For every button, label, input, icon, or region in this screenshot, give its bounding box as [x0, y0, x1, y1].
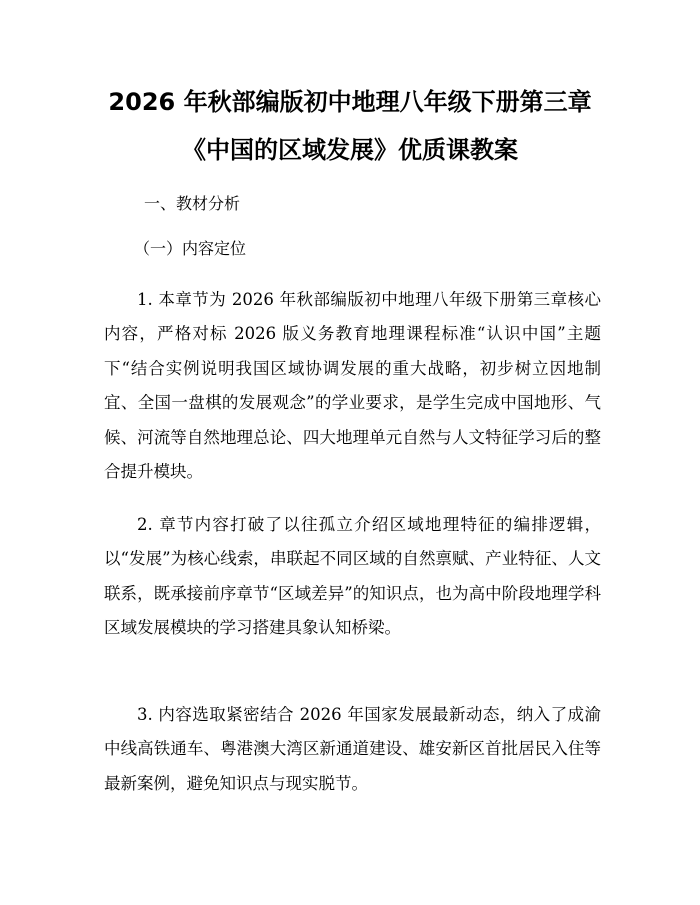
- subsection-heading: （一）内容定位: [134, 239, 247, 258]
- document-title-line-1: 2026 年秋部编版初中地理八年级下册第三章: [108, 88, 592, 116]
- document-title-line-2: 《中国的区域发展》优质课教案: [182, 136, 518, 164]
- paragraph-1: 1. 本章节为 2026 年秋部编版初中地理八年级下册第三章核心内容，严格对标 2026 版义务教育地理课程标准“认识中国”主题下“结合实例说明我国区域协调发展的重大战略，初步树立因地制宜、全国一盘棋的发展观念”的学业要求，是学生完成中国地形、气候、河流等自然地理总论、四大地理单元自然与人文特征学习后的整合提升模块。: [104, 290, 601, 482]
- section-heading: 一、教材分析: [144, 194, 241, 213]
- paragraph-2: 2. 章节内容打破了以往孤立介绍区域地理特征的编排逻辑，以“发展”为核心线索，串联起不同区域的自然禀赋、产业特征、人文联系，既承接前序章节“区域差异”的知识点，也为高中阶段地理学科区域发展模块的学习搭建具象认知桥梁。: [104, 515, 601, 638]
- paragraph-3: 3. 内容选取紧密结合 2026 年国家发展最新动态，纳入了成渝中线高铁通车、粤港澳大湾区新通道建设、雄安新区首批居民入住等最新案例，避免知识点与现实脱节。: [104, 705, 601, 793]
